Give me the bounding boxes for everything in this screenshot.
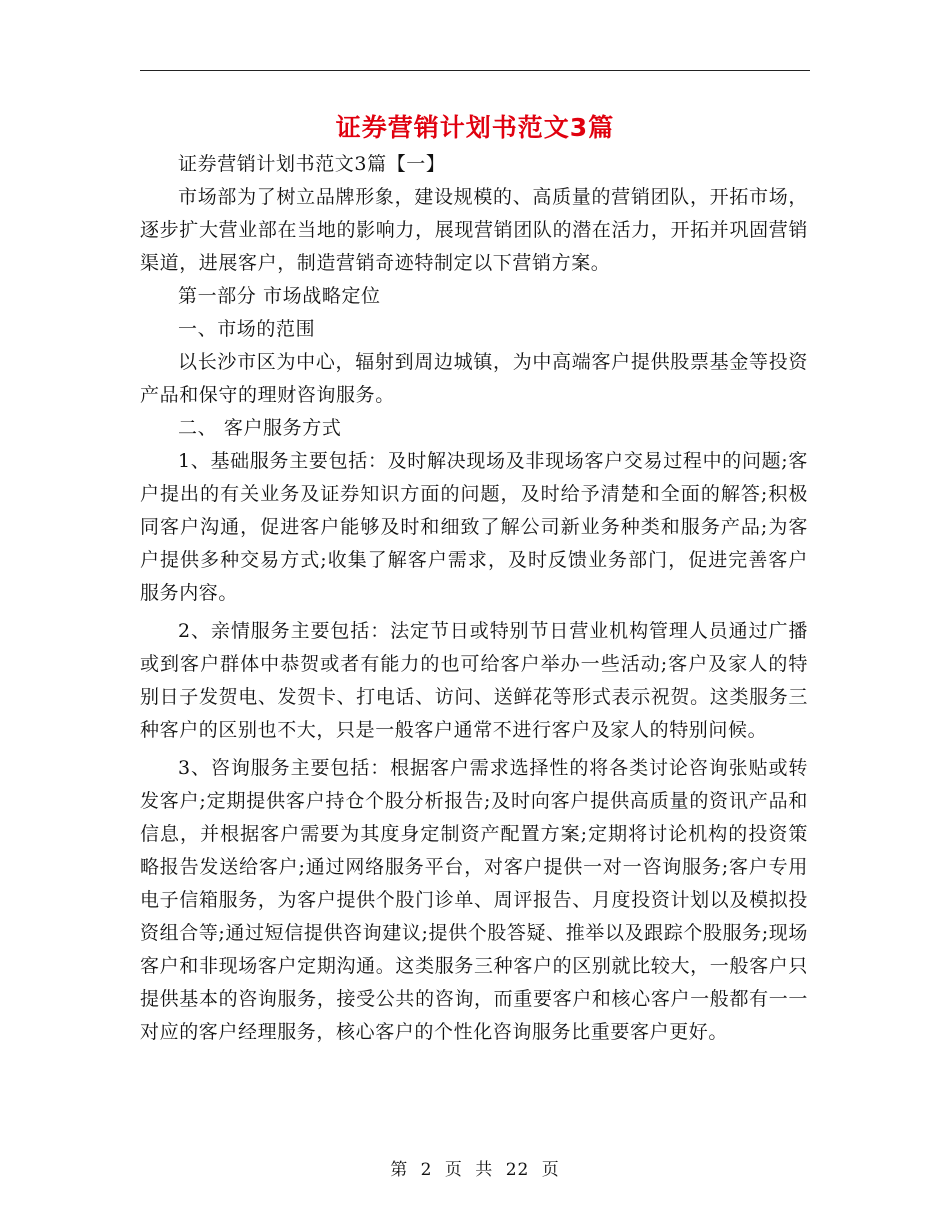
family-service-paragraph: 2、亲情服务主要包括：法定节日或特别节日营业机构管理人员通过广播或到客户群体中恭贺或者有能力的也可给客户举办一些活动;客户及家人的特别日子发贺电、发贺卡、打电话、访问、送鲜花等形式表示祝贺。这类服务三种客户的区别也不大，只是一般客户通常不进行客户及家人的特别问候。 <box>140 620 808 741</box>
consulting-service-paragraph: 3、咨询服务主要包括：根据客户需求选择性的将各类讨论咨询张贴或转发客户;定期提供客户持仓个股分析报告;及时向客户提供高质量的资讯产品和信息，并根据客户需要为其度身定制资产配置方案;定期将讨论机构的投资策略报告发送给客户;通过网络服务平台，对客户提供一对一咨询服务;客户专用电子信箱服务，为客户提供个股门诊单、周评报告、月度投资计划以及模拟投资组合等;通过短信提供咨询建议;提供个股答疑、推举以及跟踪个股服务;现场客户和非现场客户定期沟通。这类服务三种客户的区别就比较大，一般客户只提供基本的咨询服务，接受公共的咨询，而重要客户和核心客户一般都有一一对应的客户经理服务，核心客户的个性化咨询服务比重要客户更好。 <box>140 757 808 1043</box>
document-body <box>140 148 808 1049</box>
section-heading: 第一部分 市场战略定位 <box>178 285 381 307</box>
header-rule <box>140 70 810 71</box>
document-title: 证券营销计划书范文3篇 <box>335 113 615 142</box>
market-scope-paragraph: 以长沙市区为中心，辐射到周边城镇，为中高端客户提供股票基金等投资产品和保守的理财咨询服务。 <box>140 351 808 406</box>
subsection-heading-market-scope: 一、市场的范围 <box>178 318 316 340</box>
subtitle-paragraph: 证券营销计划书范文3篇【一】 <box>178 153 446 175</box>
basic-service-paragraph: 1、基础服务主要包括：及时解决现场及非现场客户交易过程中的问题;客户提出的有关业务及证券知识方面的问题，及时给予清楚和全面的解答;积极同客户沟通，促进客户能够及时和细致了解公司新业务种类和服务产品;为客户提供多种交易方式;收集了解客户需求，及时反馈业务部门，促进完善客户服务内容。 <box>140 450 808 604</box>
intro-paragraph: 市场部为了树立品牌形象，建设规模的、高质量的营销团队，开拓市场，逐步扩大营业部在当地的影响力，展现营销团队的潜在活力，开拓并巩固营销渠道，进展客户，制造营销奇迹特制定以下营销方案。 <box>140 186 808 274</box>
subsection-heading-service-methods: 二、 客户服务方式 <box>178 417 342 439</box>
page-footer: 第 2 页 共 22 页 <box>390 1160 560 1180</box>
